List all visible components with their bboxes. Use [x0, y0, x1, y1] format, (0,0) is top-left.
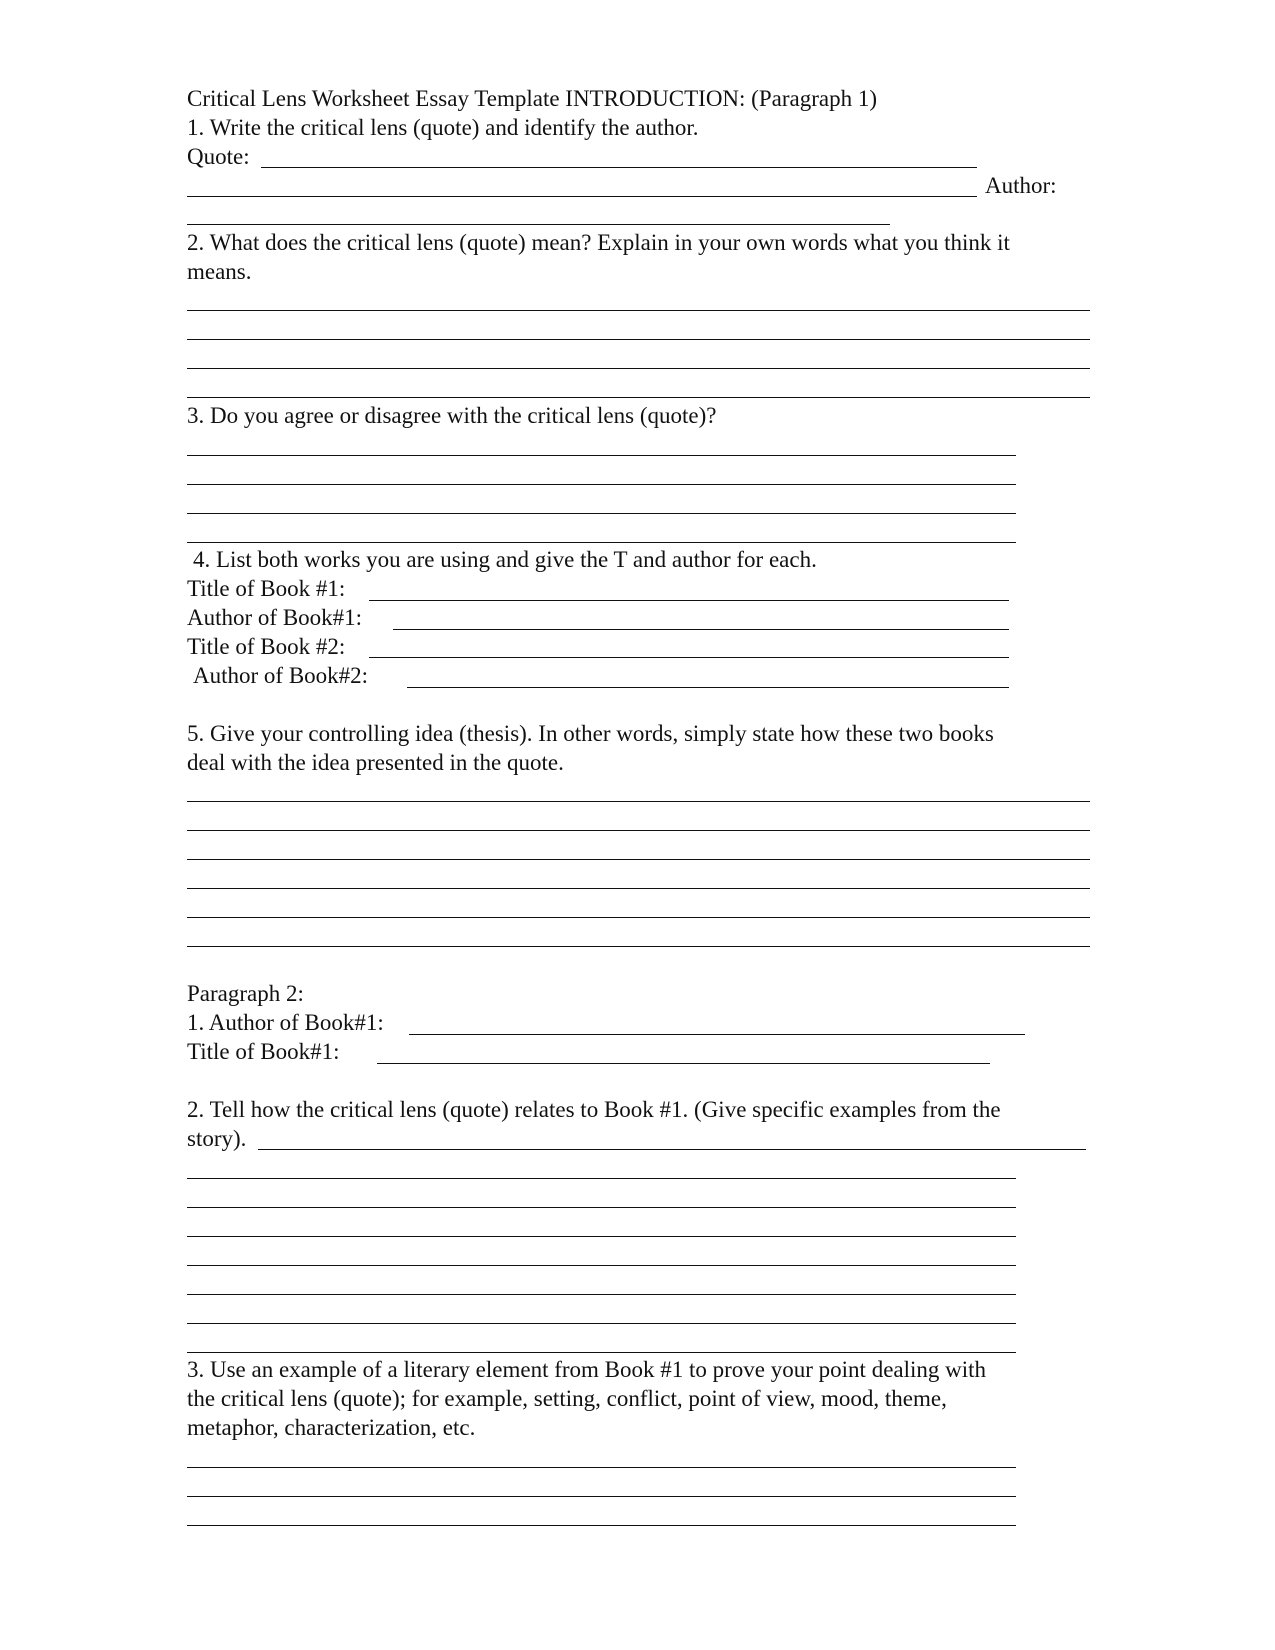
intro-question-4: 4. List both works you are using and give the T and author for each. — [193, 547, 817, 572]
intro-question-2-line-2: means. — [187, 259, 252, 284]
author-book-2-line[interactable] — [407, 687, 1009, 688]
answer-line[interactable] — [187, 830, 1090, 831]
answer-line[interactable] — [187, 1207, 1016, 1208]
p2-author-book-1-label: 1. Author of Book#1: — [187, 1010, 384, 1035]
answer-line[interactable] — [187, 946, 1090, 947]
answer-line[interactable] — [187, 1352, 1016, 1353]
answer-line[interactable] — [187, 339, 1090, 340]
answer-line[interactable] — [187, 1294, 1016, 1295]
author-book-1-label: Author of Book#1: — [187, 605, 363, 630]
author-book-2-label: Author of Book#2: — [193, 663, 369, 688]
intro-question-2-line-1: 2. What does the critical lens (quote) mean? Explain in your own words what you think it — [187, 230, 1010, 255]
title-book-2-line[interactable] — [369, 657, 1009, 658]
p2-question-2-line-1: 2. Tell how the critical lens (quote) relates to Book #1. (Give specific examples from the — [187, 1097, 1001, 1122]
intro-question-5-line-2: deal with the idea presented in the quote. — [187, 750, 564, 775]
quote-label: Quote: — [187, 144, 250, 169]
answer-line[interactable] — [187, 1236, 1016, 1237]
paragraph-2-heading: Paragraph 2: — [187, 981, 304, 1006]
title-book-2-label: Title of Book #2: — [187, 634, 346, 659]
answer-line[interactable] — [187, 484, 1016, 485]
answer-line[interactable] — [187, 1323, 1016, 1324]
answer-line[interactable] — [187, 513, 1016, 514]
quote-answer-line[interactable] — [261, 167, 977, 168]
intro-question-3: 3. Do you agree or disagree with the critical lens (quote)? — [187, 403, 717, 428]
answer-line[interactable] — [187, 310, 1090, 311]
p2-author-book-1-line[interactable] — [409, 1034, 1025, 1035]
answer-line[interactable] — [187, 542, 1016, 543]
answer-line[interactable] — [187, 455, 1016, 456]
author-label: Author: — [985, 173, 1057, 198]
answer-line[interactable] — [187, 1496, 1016, 1497]
p2-title-book-1-label: Title of Book#1: — [187, 1039, 340, 1064]
answer-line[interactable] — [187, 888, 1090, 889]
answer-line[interactable] — [187, 917, 1090, 918]
p2-question-3-line-2: the critical lens (quote); for example, setting, conflict, point of view, mood, theme, — [187, 1386, 947, 1411]
title-book-1-line[interactable] — [369, 600, 1009, 601]
answer-line[interactable] — [187, 368, 1090, 369]
answer-line[interactable] — [187, 397, 1090, 398]
intro-question-5-line-1: 5. Give your controlling idea (thesis). In other words, simply state how these two books — [187, 721, 994, 746]
intro-question-1: 1. Write the critical lens (quote) and identify the author. — [187, 115, 699, 140]
author-answer-line[interactable] — [187, 224, 890, 225]
p2-question-2-line-2: story). — [187, 1126, 247, 1151]
p2-question-3-line-3: metaphor, characterization, etc. — [187, 1415, 476, 1440]
p2-title-book-1-line[interactable] — [377, 1063, 990, 1064]
answer-line[interactable] — [187, 1265, 1016, 1266]
p2-question-3-line-1: 3. Use an example of a literary element from Book #1 to prove your point dealing with — [187, 1357, 987, 1382]
worksheet-title: Critical Lens Worksheet Essay Template INTRODUCTION: (Paragraph 1) — [187, 86, 877, 111]
answer-line[interactable] — [187, 1467, 1016, 1468]
p2-story-answer-line[interactable] — [258, 1149, 1086, 1150]
answer-line[interactable] — [187, 859, 1090, 860]
answer-line[interactable] — [187, 1525, 1016, 1526]
answer-line[interactable] — [187, 801, 1090, 802]
author-book-1-line[interactable] — [393, 629, 1009, 630]
answer-line[interactable] — [187, 1178, 1016, 1179]
title-book-1-label: Title of Book #1: — [187, 576, 346, 601]
quote-answer-line-2[interactable] — [187, 196, 977, 197]
